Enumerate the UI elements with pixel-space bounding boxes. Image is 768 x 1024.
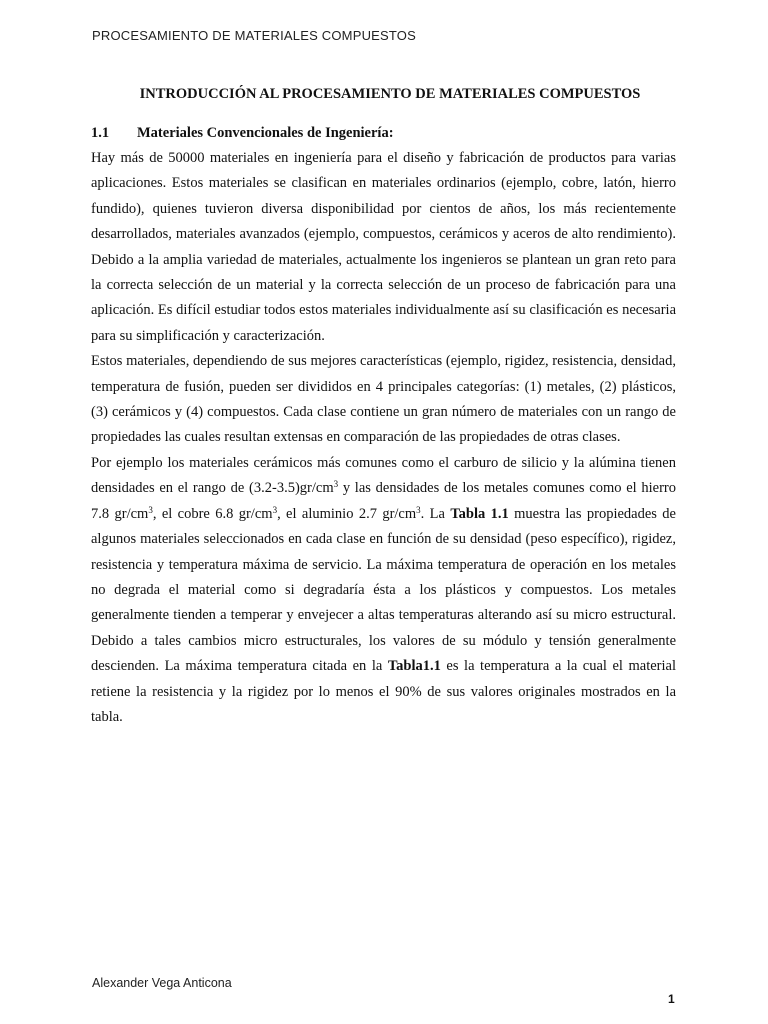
- body-text: [91, 146, 676, 730]
- superscript-cubed: 3: [272, 504, 278, 515]
- table-reference: Tabla 1.1: [450, 505, 509, 522]
- p3-text-1: Por ejemplo los materiales cerámicos más comunes como el carburo de silicio y la alúmina tienen densidades en el rango de (3.2-3.5)gr/cm: [91, 454, 676, 497]
- document-title: INTRODUCCIÓN AL PROCESAMIENTO DE MATERIALES COMPUESTOS: [139, 86, 641, 102]
- section-heading: [91, 125, 394, 142]
- superscript-cubed: 3: [333, 479, 339, 490]
- paragraph-1: Hay más de 50000 materiales en ingeniería para el diseño y fabricación de productos para varias aplicaciones. Estos materiales se clasifican en materiales ordinarios (ejemplo, cobre, latón, hierro fundido), quienes tuvieron diversa disponibilidad por cientos de años, los más recientemente desarrollados, materiales avanzados (ejemplo, compuestos, cerámicos y aceros de alto rendimiento). Debido a la amplia variedad de materiales, actualmente los ingenieros se plantean un gran reto para la correcta selección de un material y la correcta selección de un proceso de fabricación para una aplicación. Es difícil estudiar todos estos materiales individualmente así su clasificación es necesaria para su simplificación y caracterización.: [91, 150, 676, 344]
- footer-author: Alexander Vega Anticona: [92, 976, 232, 990]
- paragraph-2: Estos materiales, dependiendo de sus mejores características (ejemplo, rigidez, resistencia, densidad, temperatura de fusión, pueden ser divididos en 4 principales categorías: (1) metales, (2) plásticos, (3) cerámicos y (4) compuestos. Cada clase contiene un gran número de materiales con un rango de propiedades las cuales resultan extensas en comparación de las propiedades de otras clases.: [91, 353, 676, 446]
- p3-text-6: muestra las propiedades de algunos materiales seleccionados en cada clase en función de su densidad (peso específico), rigidez, resistencia y temperatura máxima de servicio. La máxima temperatura de operación en los metales no degrada el material como si degradaría ésta a los plásticos y compuestos. Los metales generalmente tienden a temperar y envejecer a altas temperaturas alterando así su micro estructural. Debido a tales cambios micro estructurales, los valores de su módulo y tensión generalmente descienden. La máxima temperatura citada en la: [91, 505, 676, 675]
- superscript-cubed: 3: [416, 504, 421, 515]
- running-header: PROCESAMIENTO DE MATERIALES COMPUESTOS: [92, 28, 416, 43]
- page-number: 1: [668, 992, 675, 1006]
- section-number: 1.1: [91, 125, 110, 141]
- p3-text-7: es la temperatura a la cual el material retiene la resistencia y la rigidez por lo menos el 90% de sus valores originales mostrados en la tabla.: [91, 658, 677, 725]
- p3-text-3: , el cobre 6.8 gr/cm: [152, 505, 273, 522]
- paragraph-3: [91, 451, 676, 730]
- section-title: Materiales Convencionales de Ingeniería:: [137, 125, 394, 141]
- table-reference: Tabla1.1: [387, 658, 441, 675]
- p3-text-5: . La: [420, 505, 451, 522]
- p3-text-4: , el aluminio 2.7 gr/cm: [277, 505, 417, 522]
- p3-text-2: y las densidades de los metales comunes como el hierro 7.8 gr/cm: [91, 480, 677, 522]
- superscript-cubed: 3: [148, 504, 153, 515]
